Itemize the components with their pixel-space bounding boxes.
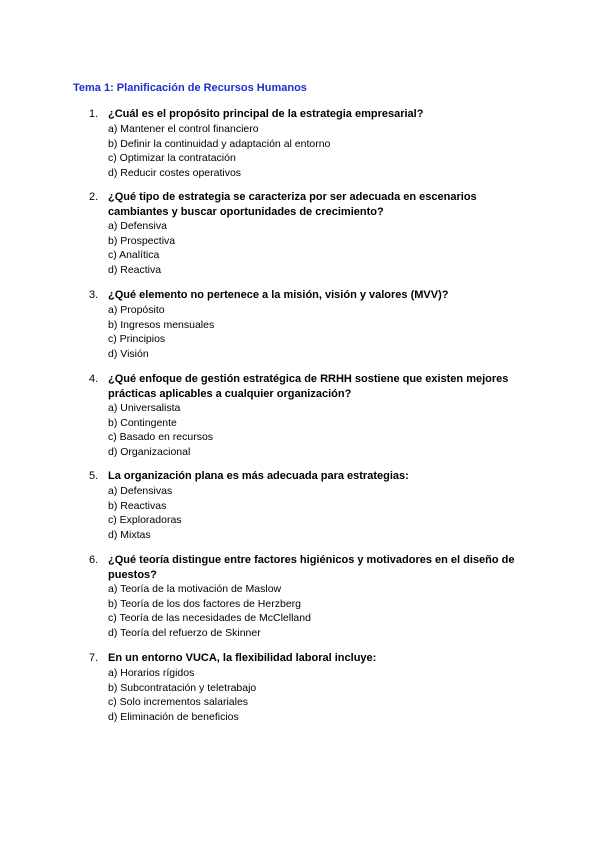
document-title: Tema 1: Planificación de Recursos Humanos bbox=[73, 82, 307, 94]
answer-option: a) Defensiva bbox=[108, 220, 167, 232]
answer-option: d) Visión bbox=[108, 347, 149, 360]
question-number: 5. bbox=[89, 470, 99, 482]
question-text: En un entorno VUCA, la flexibilidad laboral incluye: bbox=[108, 652, 377, 664]
answer-options bbox=[108, 666, 256, 724]
answer-option: b) Teoría de los dos factores de Herzberg bbox=[108, 597, 301, 610]
answer-options bbox=[108, 219, 175, 277]
question-text: ¿Qué elemento no pertenece a la misión, visión y valores (MVV)? bbox=[108, 289, 449, 301]
answer-option: d) Reducir costes operativos bbox=[108, 166, 242, 179]
question-number: 1. bbox=[89, 108, 99, 120]
question-text: ¿Qué teoría distingue entre factores higiénicos y motivadores en el diseño de puestos? bbox=[108, 554, 515, 581]
answer-option: d) Eliminación de beneficios bbox=[108, 710, 239, 723]
answer-options bbox=[108, 122, 330, 180]
question-number: 4. bbox=[89, 373, 99, 385]
question-number: 2. bbox=[89, 191, 99, 203]
answer-options bbox=[108, 303, 214, 361]
answer-option: d) Organizacional bbox=[108, 445, 191, 458]
question-text: La organización plana es más adecuada para estrategias: bbox=[108, 470, 409, 482]
answer-option: c) Solo incrementos salariales bbox=[108, 696, 249, 709]
question-number: 7. bbox=[89, 652, 99, 664]
answer-option: b) Subcontratación y teletrabajo bbox=[108, 681, 257, 694]
answer-option: c) Principios bbox=[108, 333, 166, 346]
answer-option: c) Teoría de las necesidades de McClelland bbox=[108, 612, 311, 625]
answer-option: a) Universalista bbox=[108, 402, 181, 414]
answer-option: b) Definir la continuidad y adaptación al entorno bbox=[108, 137, 331, 150]
question-text: ¿Cuál es el propósito principal de la estrategia empresarial? bbox=[108, 108, 424, 120]
answer-option: b) Prospectiva bbox=[108, 234, 176, 247]
answer-option: c) Exploradoras bbox=[108, 514, 182, 527]
answer-options bbox=[108, 582, 311, 640]
answer-option: a) Propósito bbox=[108, 304, 165, 316]
answer-option: a) Defensivas bbox=[108, 485, 173, 497]
answer-option: c) Optimizar la contratación bbox=[108, 152, 236, 165]
question-number: 3. bbox=[89, 289, 99, 301]
answer-option: b) Reactivas bbox=[108, 499, 167, 512]
answer-option: c) Basado en recursos bbox=[108, 431, 214, 444]
answer-option: a) Mantener el control financiero bbox=[108, 123, 259, 135]
answer-option: a) Horarios rígidos bbox=[108, 667, 195, 679]
answer-option: a) Teoría de la motivación de Maslow bbox=[108, 583, 282, 595]
answer-option: c) Analítica bbox=[108, 249, 160, 262]
answer-option: d) Mixtas bbox=[108, 528, 151, 541]
answer-options bbox=[108, 484, 182, 542]
question-text: ¿Qué tipo de estrategia se caracteriza por ser adecuada en escenarios cambiantes y buscar oportunidades de crecimiento? bbox=[108, 191, 477, 218]
answer-option: d) Teoría del refuerzo de Skinner bbox=[108, 626, 261, 639]
answer-option: d) Reactiva bbox=[108, 263, 162, 276]
question-text: ¿Qué enfoque de gestión estratégica de RRHH sostiene que existen mejores prácticas aplicables a cualquier organización? bbox=[108, 373, 509, 400]
answer-option: b) Ingresos mensuales bbox=[108, 318, 215, 331]
answer-options bbox=[108, 401, 213, 459]
answer-option: b) Contingente bbox=[108, 416, 177, 429]
question-number: 6. bbox=[89, 554, 99, 566]
